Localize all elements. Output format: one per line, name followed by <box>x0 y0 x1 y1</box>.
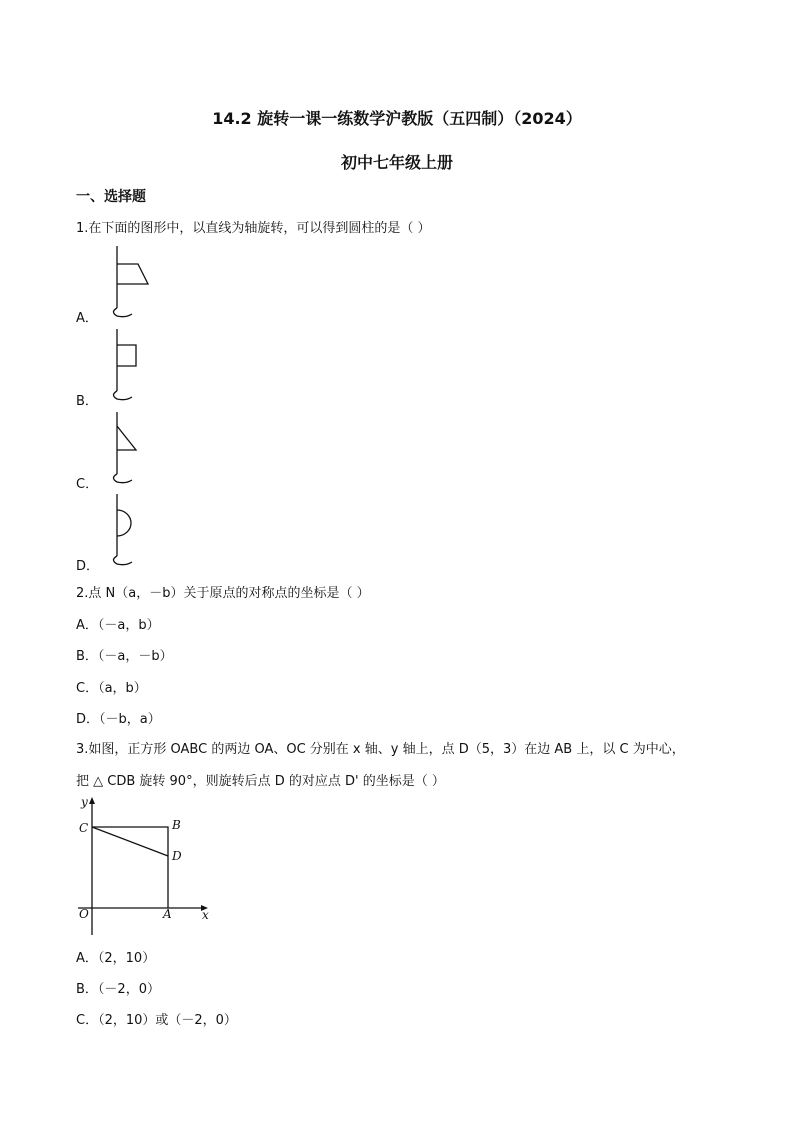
q1-option-b-figure <box>100 327 180 407</box>
label-b: B <box>172 818 181 832</box>
label-d: D <box>172 849 182 863</box>
q2-option-b: B．（－a，－b） <box>76 649 173 664</box>
section-heading: 一、选择题 <box>76 189 146 205</box>
q1-option-c-figure <box>100 410 180 490</box>
question-3-stem-line1: 3.如图，正方形 OABC 的两边 OA、OC 分别在 x 轴、y 轴上，点 D（5，3）在边 AB 上，以 C 为中心， <box>76 742 685 757</box>
square-oabc <box>92 827 168 908</box>
q3-option-b: B．（－2，0） <box>76 982 160 997</box>
q1-option-b-label: B． <box>76 394 98 409</box>
y-axis-arrow <box>89 797 95 804</box>
q1-option-c-label: C． <box>76 477 99 492</box>
page-title: 14.2 旋转一课一练数学沪教版（五四制）（2024） <box>212 109 582 128</box>
q2-option-a: A．（－a，b） <box>76 618 160 633</box>
q1-option-d-label: D． <box>76 559 100 574</box>
page-subtitle: 初中七年级上册 <box>340 153 453 172</box>
q2-option-c: C．（a，b） <box>76 681 147 696</box>
question-2-stem: 2.点 N（a，－b）关于原点的对称点的坐标是（ ） <box>76 586 370 601</box>
label-y: y <box>81 795 88 809</box>
segment-cd <box>92 827 168 856</box>
label-c: C <box>79 821 89 835</box>
q1-option-a-label: A． <box>76 311 98 326</box>
label-x: x <box>202 908 209 922</box>
question-1-stem: 1.在下面的图形中，以直线为轴旋转，可以得到圆柱的是（ ） <box>76 221 431 236</box>
q3-option-c: C．（2，10）或（－2，0） <box>76 1013 237 1028</box>
q1-option-a-figure <box>100 244 180 324</box>
q1-option-d-figure <box>100 492 180 572</box>
label-o: O <box>79 907 89 921</box>
q3-coordinate-figure <box>76 795 236 940</box>
q2-option-d: D．（－b，a） <box>76 712 161 727</box>
question-3-stem-line2: 把 △ CDB 旋转 90°，则旋转后点 D 的对应点 D' 的坐标是（ ） <box>76 774 445 789</box>
q3-option-a: A．（2，10） <box>76 951 156 966</box>
label-a: A <box>163 907 172 921</box>
